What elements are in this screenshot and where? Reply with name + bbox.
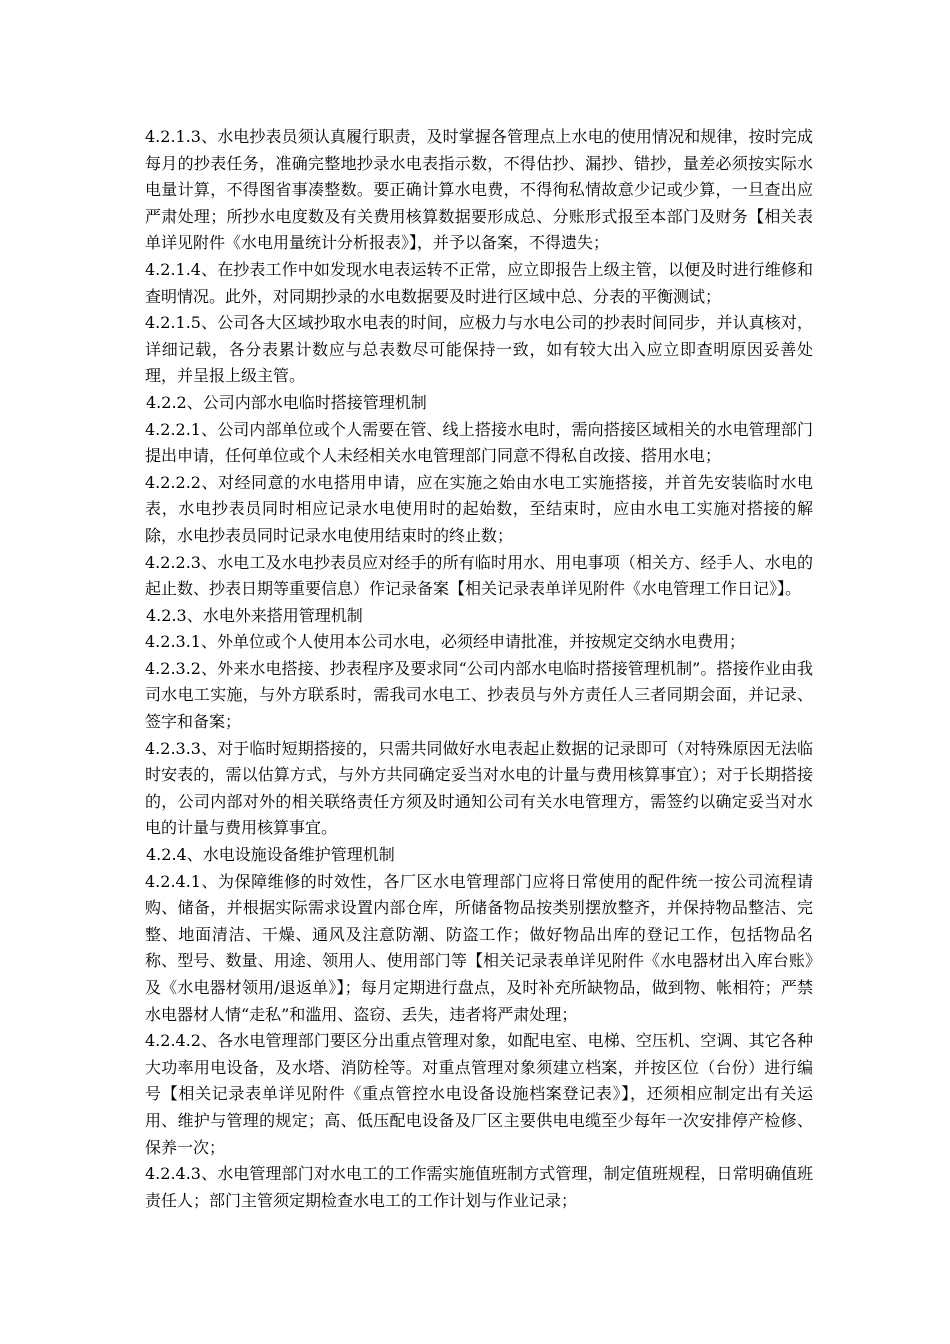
clause-paragraph: 4.2.2.1、公司内部单位或个人需要在管、线上搭接水电时，需向搭接区域相关的水电管理部门提出申请，任何单位或个人未经相关水电管理部门同意不得私自改接、搭用水电； <box>145 419 813 466</box>
clause-paragraph: 4.2.3.1、外单位或个人使用本公司水电，必须经申请批准，并按规定交纳水电费用； <box>145 632 745 652</box>
clause-paragraph: 4.2.2.2、对经同意的水电搭用申请，应在实施之始由水电工实施搭接，并首先安装临时水电表，水电抄表员同时相应记录水电使用时的起始数，至结束时，应由水电工实施对搭接的解除，水电抄表员同时记录水电使用结束时的终止数； <box>145 472 813 545</box>
clause-paragraph: 4.2.3.2、外来水电搭接、抄表程序及要求同“公司内部水电临时搭接管理机制”。搭接作业由我司水电工实施，与外方联系时，需我司水电工、抄表员与外方责任人三者同期会面，并记录、签字和备案； <box>145 658 813 732</box>
section-heading: 4.2.3、水电外来搭用管理机制 <box>146 605 363 625</box>
clause-paragraph: 4.2.2.3、水电工及水电抄表员应对经手的所有临时用水、用电事项（相关方、经手人、水电的起止数、抄表日期等重要信息）作记录备案【相关记录表单详见附件《水电管理工作日记》】。 <box>145 552 813 599</box>
section-heading: 4.2.4、水电设施设备维护管理机制 <box>146 845 395 865</box>
section-heading: 4.2.2、公司内部水电临时搭接管理机制 <box>146 392 427 412</box>
clause-paragraph: 4.2.1.5、公司各大区域抄取水电表的时间，应极力与水电公司的抄表时间同步，并认真核对，详细记载，各分表累计数应与总表数尽可能保持一致，如有较大出入应立即查明原因妥善处理，并呈报上级主管。 <box>145 313 813 386</box>
clause-paragraph: 4.2.1.3、水电抄表员须认真履行职责，及时掌握各管理点上水电的使用情况和规律，按时完成每月的抄表任务，准确完整地抄录水电表指示数，不得估抄、漏抄、错抄，量差必须按实际水电量计算，不得图省事凑整数。要正确计算水电费，不得徇私情故意少记或少算，一旦查出应严肃处理；所抄水电度数及有关费用核算数据要形成总、分账形式报至本部门及财务【相关表单详见附件《水电用量统计分析报表》】，并予以备案，不得遗失； <box>145 127 813 253</box>
clause-paragraph: 4.2.4.2、各水电管理部门要区分出重点管理对象，如配电室、电梯、空压机、空调、其它各种大功率用电设备，及水塔、消防栓等。对重点管理对象须建立档案，并按区位（台份）进行编号【相关记录表单详见附件《重点管控水电设备设施档案登记表》】，还须相应制定出有关运用、维护与管理的规定；高、低压配电设备及厂区主要供电电缆至少每年一次安排停产检修、保养一次； <box>145 1031 813 1157</box>
clause-paragraph: 4.2.1.4、在抄表工作中如发现水电表运转不正常，应立即报告上级主管，以便及时进行维修和查明情况。此外，对同期抄录的水电数据要及时进行区域中总、分表的平衡测试； <box>145 259 813 306</box>
clause-paragraph: 4.2.3.3、对于临时短期搭接的，只需共同做好水电表起止数据的记录即可（对特殊原因无法临时安表的，需以估算方式，与外方共同确定妥当对水电的计量与费用核算事宜）；对于长期搭接的，公司内部对外的相关联络责任方须及时通知公司有关水电管理方，需签约以确定妥当对水电的计量与费用核算事宜。 <box>145 738 813 838</box>
clause-paragraph: 4.2.4.1、为保障维修的时效性，各厂区水电管理部门应将日常使用的配件统一按公司流程请购、储备，并根据实际需求设置内部仓库，所储备物品按类别摆放整齐，并保持物品整洁、完整、地面清洁、干燥、通风及注意防潮、防盗工作；做好物品出库的登记工作，包括物品名称、型号、数量、用途、领用人、使用部门等【相关记录表单详见附件《水电器材出入库台账》及《水电器材领用/退返单》】；每月定期进行盘点，及时补充所缺物品，做到物、帐相符；严禁水电器材人情“走私”和滥用、盗窃、丢失，违者将严肃处理； <box>145 871 813 1024</box>
clause-paragraph: 4.2.4.3、水电管理部门对水电工的工作需实施值班制方式管理，制定值班规程，日常明确值班责任人；部门主管须定期检查水电工的工作计划与作业记录； <box>145 1164 813 1210</box>
document-page <box>145 124 813 1214</box>
